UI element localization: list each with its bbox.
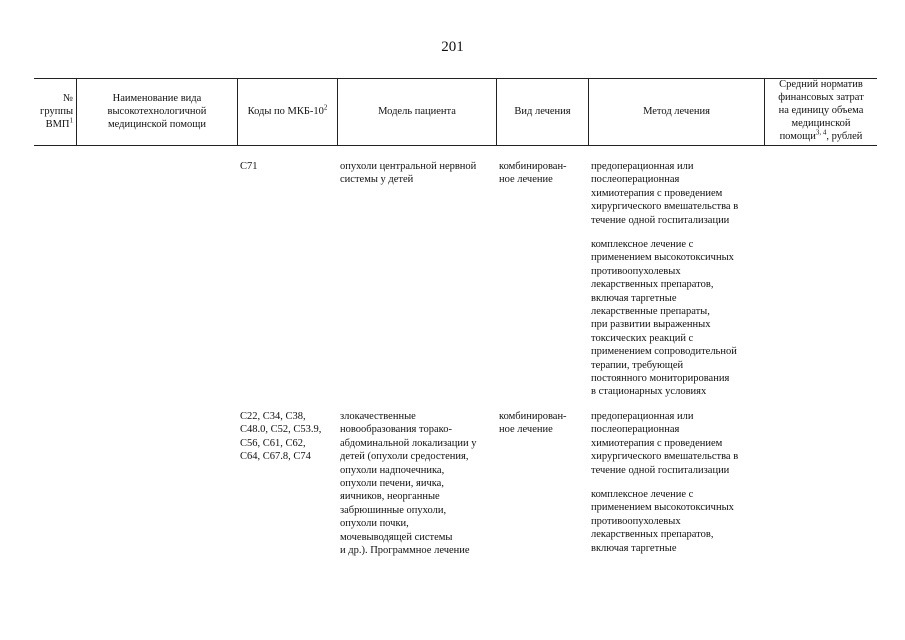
header-icd-codes: Коды по МКБ-$10^2$ <box>247 103 328 117</box>
row1-codes: C71 <box>240 161 258 172</box>
row2-method-2: комплексное лечение с применением высокотоксичных противоопухолевых лекарственных препаратов, включая таргетные <box>591 489 734 554</box>
header-cost-standard: Средний норматив финансовых затрат на единицу объема медицинской помощи$^{3, 4}$, рублей <box>778 79 864 142</box>
header-bottom-border <box>34 145 877 146</box>
header-care-type: Наименование вида высокотехнологичной медицинской помощи <box>107 93 207 130</box>
row2-patient-model: злокачественные новообразования торако- абдоминальной локализации у детей (опухоли средостения, опухоли надпочечника, опухоли печени, яичка, яичников, неорганные забрюшинные опухоли, опухоли почки, мочевыводящей системы и др.). Программное лечение <box>340 411 477 557</box>
header-treatment-type: Вид лечения <box>514 106 571 117</box>
header-group-number: № группы ВМП$^1$ <box>40 93 73 130</box>
row2-codes: C22, C34, C38, C48.0, C52, C53.9, C56, C61, C62, C64, C67.8, C74 <box>240 411 322 463</box>
header-patient-model: Модель пациента <box>378 106 456 117</box>
page-number: 201 <box>441 39 464 55</box>
row2-method-1: предоперационная или послеоперационная химиотерапия с проведением хирургического вмешательства в течение одной госпитализации <box>591 411 739 476</box>
header-treatment-method: Метод лечения <box>643 106 710 117</box>
row1-method-1: предоперационная или послеоперационная химиотерапия с проведением хирургического вмешательства в течение одной госпитализации <box>591 161 739 226</box>
row1-patient-model: опухоли центральной нервной системы у детей <box>340 161 477 186</box>
row2-treatment-type: комбинирован- ное лечение <box>499 411 567 436</box>
row1-method-2: комплексное лечение с применением высокотоксичных противоопухолевых лекарственных препаратов, включая таргетные лекарственные препараты, при развитии выраженных токсических реакций с применением сопроводительной терапии, требующей постоянного мониторирования в стационарных условиях <box>591 239 737 398</box>
row1-treatment-type: комбинирован- ное лечение <box>499 161 567 186</box>
